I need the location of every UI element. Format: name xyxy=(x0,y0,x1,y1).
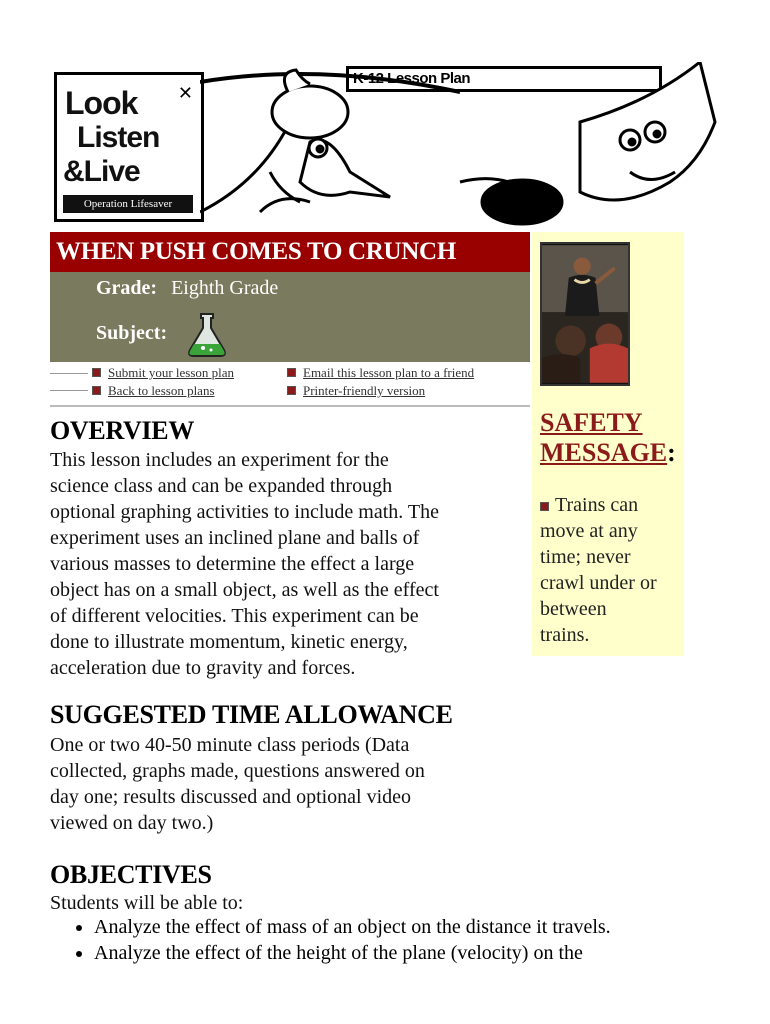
subject-label: Subject: xyxy=(96,322,168,344)
bullet-icon xyxy=(92,368,101,377)
flask-icon xyxy=(186,312,228,358)
logo-tagline: Operation Lifesaver xyxy=(63,195,193,213)
safety-line: between xyxy=(540,598,607,620)
logo-line-live: &Live xyxy=(63,155,140,188)
header-banner xyxy=(50,62,718,228)
link-row xyxy=(92,365,234,381)
overview-line: experiment uses an inclined plane and balls of xyxy=(50,527,420,549)
time-allowance-heading: SUGGESTED TIME ALLOWANCE xyxy=(50,700,453,729)
objectives-list xyxy=(50,914,611,966)
time-allowance-line: day one; results discussed and optional video xyxy=(50,786,412,808)
time-allowance-line: collected, graphs made, questions answered on xyxy=(50,760,425,782)
objectives-heading: OBJECTIVES xyxy=(50,860,212,889)
grade-line xyxy=(96,277,278,300)
safety-sidebar xyxy=(532,232,684,656)
operation-lifesaver-logo[interactable] xyxy=(54,72,204,222)
lesson-links xyxy=(50,364,530,404)
overview-line: done to illustrate momentum, kinetic energy, xyxy=(50,631,408,653)
link-row xyxy=(287,383,425,399)
time-allowance-line: One or two 40-50 minute class periods (Data xyxy=(50,734,410,756)
bullet-icon xyxy=(287,386,296,395)
safety-line: time; never xyxy=(540,546,631,568)
email-friend-link[interactable]: Email this lesson plan to a friend xyxy=(303,365,475,380)
back-to-lessons-link[interactable]: Back to lesson plans xyxy=(108,383,215,398)
divider xyxy=(50,373,88,374)
link-row xyxy=(287,365,474,381)
overview-line: This lesson includes an experiment for the xyxy=(50,449,389,471)
safety-heading xyxy=(540,408,676,468)
grade-label: Grade: xyxy=(96,277,158,299)
overview-line: optional graphing activities to include math. The xyxy=(50,501,439,523)
safety-line: crawl under or xyxy=(540,572,657,594)
overview-line: various masses to determine the effect a large xyxy=(50,553,415,575)
time-allowance-line: viewed on day two.) xyxy=(50,812,214,834)
bullet-icon xyxy=(540,502,549,511)
logo-line-listen: Listen xyxy=(77,121,160,154)
lesson-meta-panel xyxy=(50,272,530,362)
overview-line: acceleration due to gravity and forces. xyxy=(50,657,356,679)
submit-lesson-link[interactable]: Submit your lesson plan xyxy=(108,365,235,380)
grade-value: Eighth Grade xyxy=(171,277,279,299)
lesson-type-label: K-12 Lesson Plan xyxy=(346,66,662,92)
safety-heading-line1: SAFETY xyxy=(540,408,643,437)
objective-item: • Analyze the effect of the height of the plane (velocity) on the xyxy=(94,940,611,966)
lesson-title: WHEN PUSH COMES TO CRUNCH xyxy=(50,232,530,272)
link-row xyxy=(92,383,215,399)
safety-line: move at any xyxy=(540,520,638,542)
section-divider xyxy=(50,405,530,407)
overview-heading: OVERVIEW xyxy=(50,416,195,445)
safety-heading-line2: MESSAGE xyxy=(540,438,668,467)
divider xyxy=(50,390,88,391)
safety-heading-colon: : xyxy=(667,438,676,467)
objective-item: • Analyze the effect of mass of an object on the distance it travels. xyxy=(94,914,611,940)
crossbuck-icon: ✕ xyxy=(177,83,193,104)
classroom-photo xyxy=(540,242,630,386)
objectives-intro: Students will be able to: xyxy=(50,892,244,914)
safety-line: Trains can xyxy=(555,494,639,516)
overview-line: object has on a small object, as well as the effect xyxy=(50,579,439,601)
safety-message xyxy=(540,492,680,648)
bullet-icon xyxy=(92,386,101,395)
cartoon-characters-illustration xyxy=(200,62,718,228)
bullet-icon xyxy=(287,368,296,377)
safety-line: trains. xyxy=(540,624,590,646)
time-allowance-text xyxy=(50,732,425,836)
printer-friendly-link[interactable]: Printer-friendly version xyxy=(303,383,426,398)
overview-text xyxy=(50,447,439,681)
overview-line: of different velocities. This experiment can be xyxy=(50,605,419,627)
overview-line: science class and can be expanded through xyxy=(50,475,393,497)
logo-line-look: Look xyxy=(65,85,138,121)
